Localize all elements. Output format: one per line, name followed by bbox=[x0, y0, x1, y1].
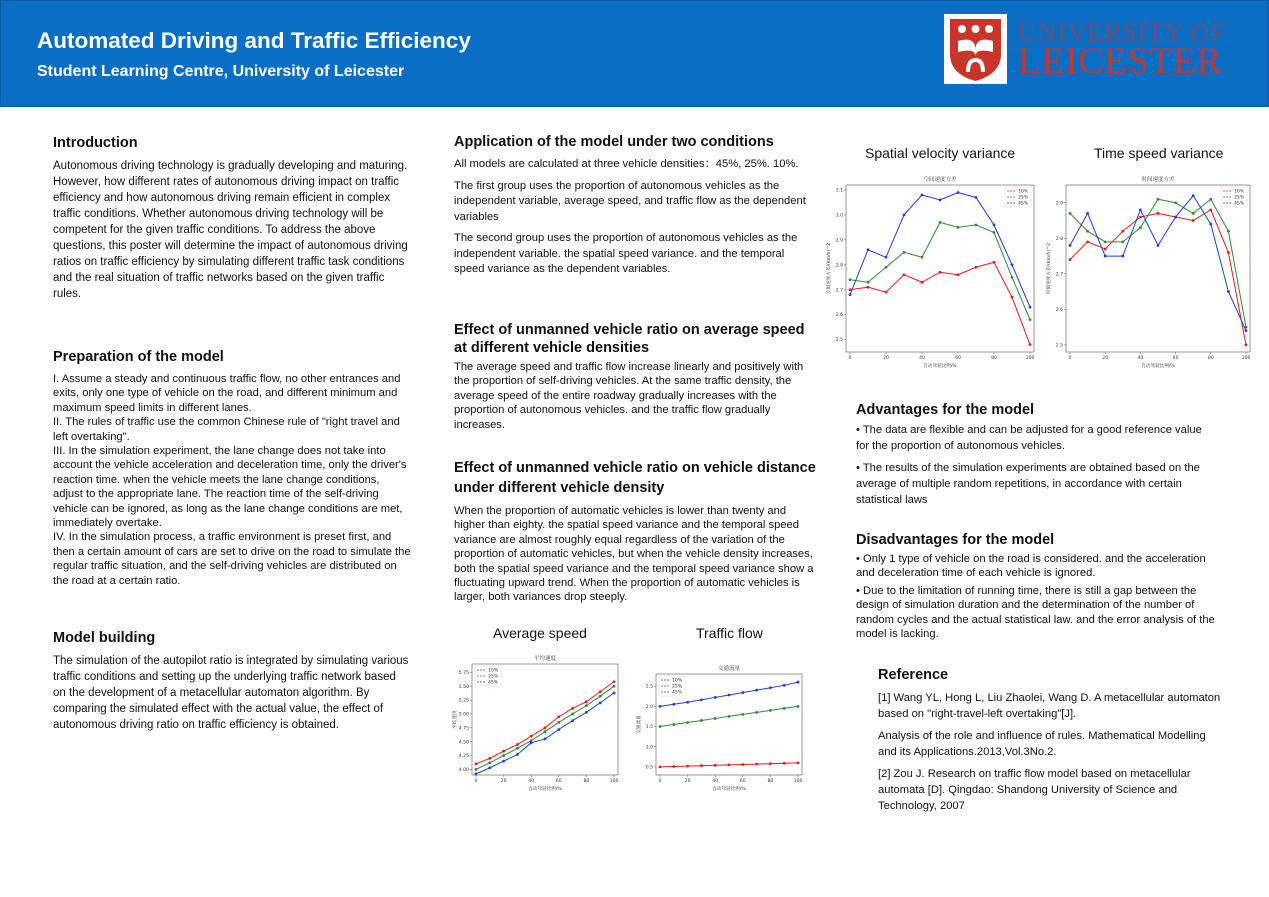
y-axis-label: 空间速度方差/(km/h)^2 bbox=[827, 242, 832, 295]
x-tick-label: 60 bbox=[555, 779, 562, 784]
data-point bbox=[1029, 343, 1032, 346]
x-tick-label: 40 bbox=[528, 779, 535, 784]
data-point bbox=[728, 694, 731, 697]
poster-title: Automated Driving and Traffic Efficiency bbox=[37, 28, 471, 53]
data-point bbox=[755, 763, 758, 766]
chart-caption-spatial-variance: Spatial velocity variance bbox=[865, 145, 1016, 161]
data-point bbox=[659, 705, 662, 708]
data-point bbox=[599, 701, 602, 704]
data-point bbox=[1139, 208, 1142, 211]
data-point bbox=[1029, 318, 1032, 321]
data-point bbox=[867, 248, 870, 251]
university-logo bbox=[944, 14, 1234, 86]
data-point bbox=[1086, 230, 1089, 233]
data-point bbox=[797, 761, 800, 764]
shield-icon bbox=[944, 14, 1007, 84]
data-point bbox=[1011, 296, 1014, 299]
data-point bbox=[557, 721, 560, 724]
legend-label: 25% bbox=[1018, 195, 1029, 201]
x-tick-label: 20 bbox=[684, 779, 691, 784]
data-point bbox=[544, 726, 547, 729]
effect-speed-section bbox=[454, 321, 814, 438]
model-building-text: The simulation of the autopilot ratio is integrated by simulating various traffic conditions and setting up the underlying traffic network based on the development of a metacellular automaton algorithm. By comparing the simulated effect with the actual value, the effect of autonomous driving ratio on traffic efficiency is obtained. bbox=[53, 655, 409, 731]
y-tick-label: 1.0 bbox=[645, 745, 653, 751]
y-tick-label: 2.5 bbox=[1055, 343, 1063, 349]
data-point bbox=[1209, 198, 1212, 201]
data-point bbox=[544, 738, 547, 741]
data-point bbox=[1139, 216, 1142, 219]
data-point bbox=[1174, 201, 1177, 204]
data-point bbox=[1209, 208, 1212, 211]
data-point bbox=[613, 691, 616, 694]
preparation-heading: Preparation of the model bbox=[53, 349, 224, 365]
data-point bbox=[755, 689, 758, 692]
x-tick-label: 80 bbox=[767, 779, 774, 784]
y-tick-label: 5.00 bbox=[458, 712, 469, 718]
intro-section bbox=[53, 134, 411, 308]
data-point bbox=[1011, 276, 1014, 279]
y-axis-label: 交通流量 bbox=[637, 715, 642, 734]
data-point bbox=[488, 766, 491, 769]
data-point bbox=[613, 685, 616, 688]
data-point bbox=[1227, 290, 1230, 293]
y-tick-label: 2.8 bbox=[835, 263, 843, 269]
application-heading: Application of the model under two conditions bbox=[454, 134, 774, 150]
data-point bbox=[1157, 198, 1160, 201]
data-point bbox=[599, 695, 602, 698]
data-point bbox=[1192, 194, 1195, 197]
chart-title: 空间速度方差 bbox=[923, 177, 957, 183]
data-point bbox=[571, 719, 574, 722]
chart-title: 交通流量 bbox=[717, 666, 741, 672]
data-point bbox=[714, 696, 717, 699]
data-point bbox=[921, 256, 924, 259]
data-point bbox=[686, 721, 689, 724]
y-tick-label: 2.7 bbox=[835, 288, 843, 294]
data-point bbox=[659, 725, 662, 728]
data-point bbox=[797, 705, 800, 708]
data-point bbox=[1121, 230, 1124, 233]
effect-speed-text: The average speed and traffic flow increase linearly and positively with the proportion of self-driving vehicles. At the same traffic density, the average speed of the entire roadway gradually increases with the proportion of autonomous vehicles. and the traffic flow gradually increases. bbox=[454, 361, 804, 431]
data-point bbox=[993, 261, 996, 264]
y-tick-label: 2.6 bbox=[835, 313, 843, 319]
effect-distance-text: When the proportion of automatic vehicles is lower than twenty and higher than eighty. the spatial speed variance and the temporal speed variance are almost roughly equal regardless of the variation of the proportion of automatic vehicles, but when the vehicle density increases, both the spatial speed variance and the temporal speed variance show a fluctuating upward trend. When the proportion of automatic vehicles is larger, both variances drop steeply. bbox=[454, 505, 814, 604]
logo-text-leicester: LEICESTER bbox=[1018, 41, 1223, 82]
traffic-flow-chart bbox=[636, 661, 808, 795]
data-point bbox=[1069, 244, 1072, 247]
application-text-1: All models are calculated at three vehicle densities：45%, 25%. 10%. bbox=[454, 158, 799, 170]
data-point bbox=[1192, 212, 1195, 215]
data-point bbox=[1086, 212, 1089, 215]
data-point bbox=[769, 762, 772, 765]
advantages-section bbox=[856, 401, 1216, 514]
data-point bbox=[939, 221, 942, 224]
preparation-section bbox=[53, 348, 411, 588]
x-tick-label: 60 bbox=[955, 356, 961, 361]
data-point bbox=[700, 698, 703, 701]
data-point bbox=[502, 760, 505, 763]
y-tick-label: 4.00 bbox=[458, 768, 469, 774]
preparation-item: I. Assume a steady and continuous traffic flow, no other entrances and exits, only one type of vehicle on the road, and different minimum and maximum speed limits in different lanes. bbox=[53, 373, 401, 414]
reference-section bbox=[878, 666, 1223, 820]
x-tick-label: 80 bbox=[991, 356, 997, 361]
y-tick-label: 5.25 bbox=[458, 698, 469, 704]
x-tick-label: 100 bbox=[609, 779, 619, 784]
intro-heading: Introduction bbox=[53, 135, 138, 151]
data-point bbox=[1174, 216, 1177, 219]
data-point bbox=[769, 709, 772, 712]
x-tick-label: 60 bbox=[739, 779, 746, 784]
data-point bbox=[993, 223, 996, 226]
data-point bbox=[544, 730, 547, 733]
advantages-item: • The data are flexible and can be adjusted for a good reference value for the proportion of autonomous vehicles. bbox=[856, 424, 1202, 452]
reference-item: Analysis of the role and influence of rules. Mathematical Modelling and its Applications.2013,Vol.3No.2. bbox=[878, 730, 1206, 758]
data-point bbox=[700, 764, 703, 767]
y-tick-label: 5.75 bbox=[458, 670, 469, 676]
y-tick-label: 0.5 bbox=[645, 765, 653, 771]
data-point bbox=[1209, 223, 1212, 226]
legend-label: 45% bbox=[1018, 201, 1029, 207]
legend-label: 25% bbox=[1234, 195, 1245, 201]
y-tick-label: 2.9 bbox=[1055, 201, 1063, 207]
data-point bbox=[700, 719, 703, 722]
effect-distance-section bbox=[454, 458, 816, 611]
x-tick-label: 0 bbox=[1068, 356, 1072, 361]
disadvantages-section bbox=[856, 531, 1216, 647]
application-text-3: The second group uses the proportion of autonomous vehicles as the independent variable. the spatial speed variance. and the temporal speed variance as the dependent variables. bbox=[454, 232, 798, 275]
data-point bbox=[488, 757, 491, 760]
effect-speed-heading: Effect of unmanned vehicle ratio on average speed at different vehicle densities bbox=[454, 322, 805, 356]
data-point bbox=[849, 293, 852, 296]
x-tick-label: 40 bbox=[919, 356, 925, 361]
data-point bbox=[1245, 343, 1248, 346]
x-tick-label: 0 bbox=[848, 356, 852, 361]
data-point bbox=[585, 711, 588, 714]
data-point bbox=[672, 723, 675, 726]
reference-heading: Reference bbox=[878, 667, 949, 683]
data-point bbox=[957, 226, 960, 229]
y-tick-label: 3.0 bbox=[835, 213, 843, 219]
x-tick-label: 40 bbox=[712, 779, 719, 784]
data-point bbox=[1227, 251, 1230, 254]
data-point bbox=[975, 266, 978, 269]
logo-crest-panel bbox=[944, 14, 1007, 84]
y-tick-label: 2.5 bbox=[835, 338, 843, 344]
data-point bbox=[516, 747, 519, 750]
data-point bbox=[1069, 258, 1072, 261]
x-tick-label: 40 bbox=[1137, 356, 1144, 361]
data-point bbox=[1121, 255, 1124, 258]
data-point bbox=[939, 199, 942, 202]
data-point bbox=[502, 754, 505, 757]
data-point bbox=[797, 681, 800, 684]
data-point bbox=[957, 273, 960, 276]
x-axis-label: 自动驾驶比例/% bbox=[1141, 364, 1175, 369]
average-speed-chart bbox=[452, 651, 624, 795]
data-point bbox=[516, 753, 519, 756]
data-point bbox=[769, 686, 772, 689]
chart-title: 平均速度 bbox=[533, 656, 557, 662]
x-axis-label: 自动驾驶比例/% bbox=[923, 364, 957, 369]
data-point bbox=[530, 735, 533, 738]
y-tick-label: 2.5 bbox=[645, 684, 653, 690]
disadvantages-item: • Due to the limitation of running time, there is still a gap between the design of simulation duration and the determination of the number of random cycles and the actual statistical law. and the error analysis of the model is lacking. bbox=[856, 584, 1215, 641]
legend-label: 10% bbox=[488, 668, 499, 674]
preparation-item: III. In the simulation experiment, the lane change does not take into account the vehicle acceleration and deceleration time, only the driver's reaction time. when the vehicle meets the lane change conditions, adjust to the appropriate lane. The reaction time of the self-driving vehicle can be ignored, as long as the lane change conditions are met, immediately overtake. bbox=[53, 445, 407, 530]
y-tick-label: 5.50 bbox=[458, 684, 469, 690]
effect-distance-heading: Effect of unmanned vehicle ratio on vehicle distance under different vehicle density bbox=[454, 460, 816, 496]
chart-caption-time-variance: Time speed variance bbox=[1094, 145, 1224, 161]
poster-header bbox=[0, 0, 1269, 107]
chart-caption-traffic-flow: Traffic flow bbox=[696, 625, 763, 641]
data-point bbox=[1029, 306, 1032, 309]
data-point bbox=[921, 281, 924, 284]
application-text-2: The first group uses the proportion of autonomous vehicles as the independent variable, average speed, and traffic flow as the dependent variables bbox=[454, 179, 806, 223]
data-point bbox=[571, 707, 574, 710]
data-point bbox=[1157, 244, 1160, 247]
data-point bbox=[867, 281, 870, 284]
y-axis-label: 时间速度方差/(km/h)^2 bbox=[1047, 242, 1052, 295]
data-point bbox=[502, 750, 505, 753]
data-point bbox=[613, 680, 616, 683]
data-point bbox=[903, 214, 906, 217]
model-building-section bbox=[53, 629, 411, 739]
x-axis-label: 自动驾驶比例/% bbox=[712, 787, 746, 792]
data-point bbox=[741, 691, 744, 694]
data-point bbox=[1104, 240, 1107, 243]
data-point bbox=[686, 765, 689, 768]
intro-text: Autonomous driving technology is gradually developing and maturing. However, how different rates of autonomous driving impact on traffic efficiency and how autonomous driving remain efficient in complex traffic conditions. Whether autonomous driving technology will be competent for the given traffic conditions. To address the above questions, this poster will determine the impact of autonomous driving ratios on traffic efficiency by simulating different traffic task conditions and the real situation of traffic networks based on the given traffic rules. bbox=[53, 160, 408, 300]
data-point bbox=[585, 700, 588, 703]
disadvantages-item: • Only 1 type of vehicle on the road is considered. and the acceleration and deceleration time of each vehicle is ignored. bbox=[856, 553, 1206, 580]
legend-label: 10% bbox=[1018, 189, 1029, 195]
logo-text-university-of: UNIVERSITY OF bbox=[1018, 18, 1226, 47]
y-tick-label: 4.25 bbox=[458, 754, 469, 760]
data-point bbox=[885, 256, 888, 259]
x-tick-label: 80 bbox=[1207, 356, 1214, 361]
y-axis-label: 平均速度 bbox=[453, 710, 458, 729]
data-point bbox=[975, 196, 978, 199]
chart-title: 时间速度方差 bbox=[1141, 177, 1175, 183]
data-point bbox=[1086, 240, 1089, 243]
x-tick-label: 20 bbox=[883, 356, 889, 361]
data-point bbox=[903, 273, 906, 276]
data-point bbox=[571, 713, 574, 716]
data-point bbox=[686, 701, 689, 704]
data-point bbox=[1104, 248, 1107, 251]
data-point bbox=[849, 288, 852, 291]
disadvantages-heading: Disadvantages for the model bbox=[856, 532, 1055, 548]
data-point bbox=[475, 768, 478, 771]
data-point bbox=[849, 278, 852, 281]
legend-label: 45% bbox=[488, 680, 499, 686]
data-point bbox=[975, 223, 978, 226]
y-tick-label: 2.9 bbox=[835, 238, 843, 244]
preparation-item: II. The rules of traffic use the common Chinese rule of "right travel and left overtaking". bbox=[53, 416, 400, 443]
legend-label: 25% bbox=[488, 674, 499, 680]
data-point bbox=[1069, 212, 1072, 215]
data-point bbox=[475, 763, 478, 766]
data-point bbox=[557, 715, 560, 718]
data-point bbox=[783, 762, 786, 765]
y-tick-label: 2.6 bbox=[1055, 307, 1063, 313]
data-point bbox=[1192, 219, 1195, 222]
y-tick-label: 2.0 bbox=[645, 704, 653, 710]
application-section bbox=[454, 133, 814, 284]
data-point bbox=[475, 772, 478, 775]
y-tick-label: 4.75 bbox=[458, 726, 469, 732]
data-point bbox=[728, 764, 731, 767]
data-point bbox=[741, 763, 744, 766]
legend-label: 10% bbox=[1234, 189, 1245, 195]
spatial-variance-chart bbox=[826, 172, 1040, 372]
data-point bbox=[755, 711, 758, 714]
data-point bbox=[728, 715, 731, 718]
data-point bbox=[939, 271, 942, 274]
data-point bbox=[783, 684, 786, 687]
model-building-heading: Model building bbox=[53, 630, 156, 646]
data-point bbox=[921, 194, 924, 197]
preparation-item: IV. In the simulation process, a traffic environment is preset first, and then a certain amount of cars are set to drive on the road to simulate the regular traffic situation, and the self-driving vehicles are distributed on the road at a certain ratio. bbox=[53, 531, 411, 587]
data-point bbox=[867, 286, 870, 289]
x-axis-label: 自动驾驶比例/% bbox=[528, 787, 562, 792]
x-tick-label: 100 bbox=[1025, 356, 1035, 361]
data-point bbox=[1139, 226, 1142, 229]
x-tick-label: 100 bbox=[793, 779, 803, 784]
data-point bbox=[585, 704, 588, 707]
y-tick-label: 4.50 bbox=[458, 740, 469, 746]
data-point bbox=[885, 291, 888, 294]
y-tick-label: 3.1 bbox=[835, 188, 843, 194]
advantages-heading: Advantages for the model bbox=[856, 402, 1035, 418]
data-point bbox=[1121, 240, 1124, 243]
data-point bbox=[957, 191, 960, 194]
legend-label: 25% bbox=[672, 684, 683, 690]
data-point bbox=[885, 266, 888, 269]
x-tick-label: 20 bbox=[500, 779, 507, 784]
y-tick-label: 1.5 bbox=[645, 725, 653, 731]
legend-label: 45% bbox=[1234, 201, 1245, 207]
data-point bbox=[714, 764, 717, 767]
data-point bbox=[557, 728, 560, 731]
advantages-item: • The results of the simulation experiments are obtained based on the average of multiple random repetitions, in accordance with certain statistical laws bbox=[856, 462, 1200, 506]
data-point bbox=[1104, 255, 1107, 258]
reference-item: [2] Zou J. Research on traffic flow model based on metacellular automata [D]. Qingdao: Shandong University of Science and Technology, 2007 bbox=[878, 768, 1191, 812]
x-tick-label: 100 bbox=[1241, 356, 1251, 361]
data-point bbox=[672, 765, 675, 768]
data-point bbox=[530, 741, 533, 744]
y-tick-label: 2.7 bbox=[1055, 272, 1063, 278]
data-point bbox=[1011, 263, 1014, 266]
x-tick-label: 80 bbox=[583, 779, 590, 784]
reference-item: [1] Wang YL, Hong L, Liu Zhaolei, Wang D. A metacellular automaton based on "right-travel-left overtaking"[J]. bbox=[878, 692, 1221, 720]
x-tick-label: 0 bbox=[474, 779, 478, 784]
legend-label: 45% bbox=[672, 690, 683, 696]
data-point bbox=[783, 707, 786, 710]
data-point bbox=[599, 690, 602, 693]
poster-subtitle: Student Learning Centre, University of Leicester bbox=[37, 63, 405, 80]
x-tick-label: 60 bbox=[1172, 356, 1179, 361]
legend-label: 10% bbox=[672, 678, 683, 684]
time-variance-chart bbox=[1046, 172, 1256, 372]
data-point bbox=[1227, 230, 1230, 233]
data-point bbox=[672, 703, 675, 706]
data-point bbox=[488, 761, 491, 764]
data-point bbox=[516, 743, 519, 746]
chart-caption-average-speed: Average speed bbox=[493, 625, 587, 641]
data-point bbox=[714, 717, 717, 720]
data-point bbox=[741, 713, 744, 716]
x-tick-label: 0 bbox=[658, 779, 662, 784]
x-tick-label: 20 bbox=[1102, 356, 1109, 361]
y-tick-label: 2.8 bbox=[1055, 236, 1063, 242]
data-point bbox=[1157, 212, 1160, 215]
data-point bbox=[993, 231, 996, 234]
data-point bbox=[659, 766, 662, 769]
data-point bbox=[1245, 329, 1248, 332]
data-point bbox=[903, 251, 906, 254]
